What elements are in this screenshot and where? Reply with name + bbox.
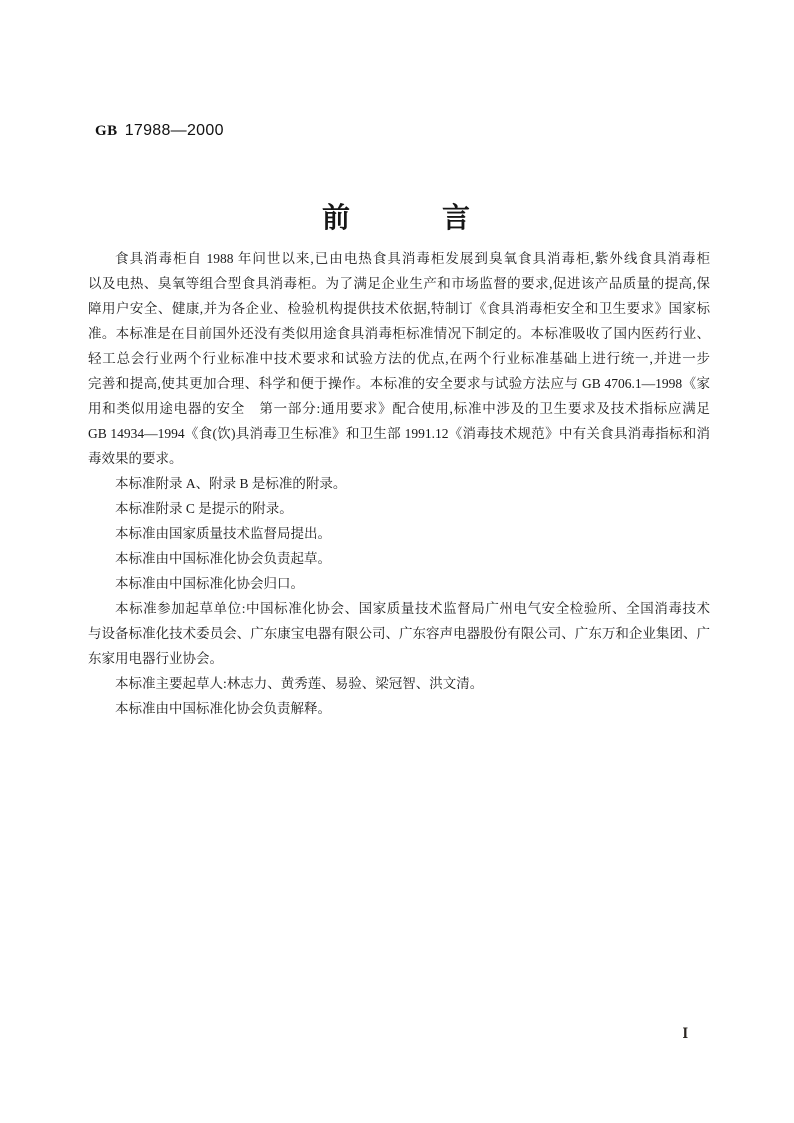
foreword-line: 本标准主要起草人:林志力、黄秀莲、易验、梁冠智、洪文清。 [115, 676, 484, 691]
foreword-line: 障用户安全、健康,并为各企业、检验机构提供技术依据,特制订《食具消毒柜安全和卫生要求》国家标 [88, 301, 710, 316]
foreword-line: 准。本标准是在目前国外还没有类似用途食具消毒柜标准情况下制定的。本标准吸收了国内医药行业、 [88, 326, 710, 341]
foreword-body [88, 246, 710, 721]
foreword-line: 食具消毒柜自 1988 年问世以来,已由电热食具消毒柜发展到臭氧食具消毒柜,紫外线食具消毒柜 [115, 251, 710, 266]
page-number: Ⅰ [682, 1027, 689, 1042]
foreword-line: 本标准参加起草单位:中国标准化协会、国家质量技术监督局广州电气安全检验所、全国消毒技术 [115, 601, 710, 616]
foreword-line: 以及电热、臭氧等组合型食具消毒柜。为了满足企业生产和市场监督的要求,促进该产品质量的提高,保 [88, 276, 710, 291]
foreword-line: 毒效果的要求。 [88, 451, 183, 466]
foreword-line: GB 14934—1994《食(饮)具消毒卫生标准》和卫生部 1991.12《消毒技术规范》中有关食具消毒指标和消 [88, 426, 710, 441]
page-title: 前 言 [321, 203, 472, 234]
foreword-line: 与设备标准化技术委员会、广东康宝电器有限公司、广东容声电器股份有限公司、广东万和企业集团、广 [88, 626, 710, 641]
foreword-line: 本标准由中国标准化协会归口。 [115, 576, 304, 591]
foreword-line: 东家用电器行业协会。 [88, 651, 223, 666]
foreword-line: 本标准由国家质量技术监督局提出。 [115, 526, 331, 541]
foreword-line: 完善和提高,使其更加合理、科学和便于操作。本标准的安全要求与试验方法应与 GB 4706.1—1998《家 [88, 376, 710, 391]
foreword-line: 本标准由中国标准化协会负责解释。 [115, 701, 331, 716]
standard-code [95, 122, 224, 140]
foreword-line: 轻工总会行业两个行业标准中技术要求和试验方法的优点,在两个行业标准基础上进行统一,并进一步 [88, 351, 710, 366]
standard-code-prefix: GB [95, 123, 118, 139]
standard-code-number: 17988—2000 [124, 122, 224, 139]
foreword-line: 用和类似用途电器的安全 第一部分:通用要求》配合使用,标准中涉及的卫生要求及技术指标应满足 [88, 401, 710, 416]
foreword-line: 本标准附录 C 是提示的附录。 [115, 501, 293, 516]
foreword-line: 本标准由中国标准化协会负责起草。 [115, 551, 331, 566]
foreword-line: 本标准附录 A、附录 B 是标准的附录。 [115, 476, 347, 491]
